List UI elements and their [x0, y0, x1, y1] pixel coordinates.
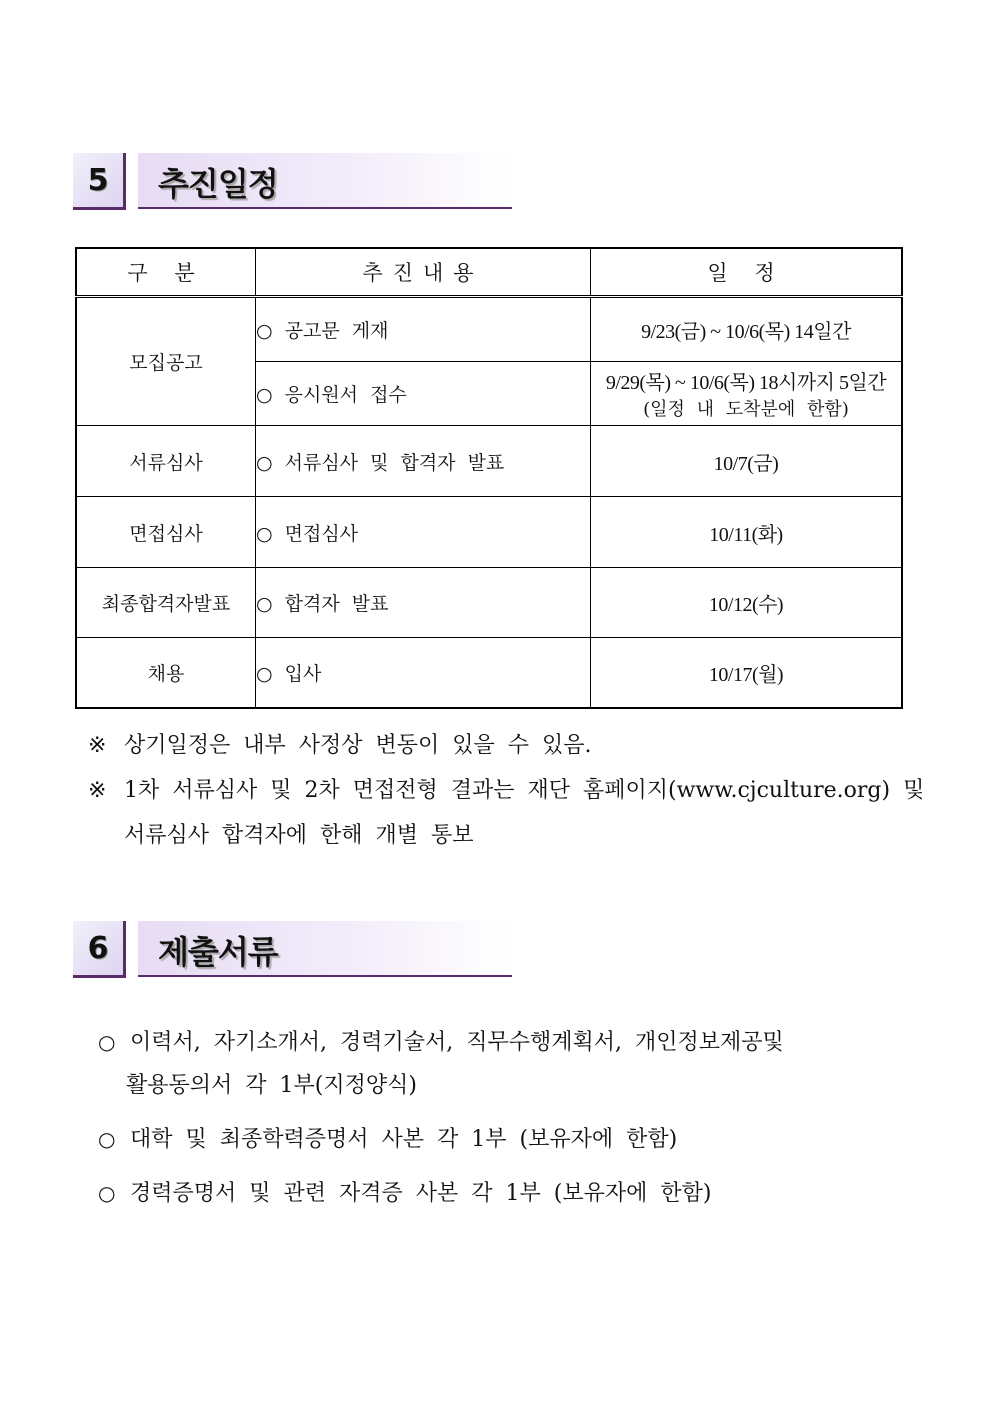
note-2	[88, 773, 928, 804]
category-cell: 채용	[76, 638, 256, 708]
table-row	[76, 568, 902, 638]
category-cell: 모집공고	[76, 297, 256, 426]
table-row	[76, 426, 902, 497]
date-main: 9/29(목) ~ 10/6(목) 18시까지 5일간	[605, 372, 887, 394]
list-item-text: 경력증명서 및 관련 자격증 사본 각 1부 (보유자에 한함)	[130, 1181, 712, 1206]
category-cell: 면접심사	[76, 497, 256, 568]
content-cell: ○ 공고문 게재	[256, 297, 591, 362]
date-cell: 10/17(월)	[591, 638, 903, 708]
section-title: 제출서류	[158, 933, 278, 971]
content-cell: ○ 서류심사 및 합격자 발표	[256, 426, 591, 497]
header-content: 추진내용	[256, 248, 591, 297]
list-item	[98, 1122, 926, 1153]
list-item	[98, 1176, 926, 1207]
date-cell: 10/7(금)	[591, 426, 903, 497]
list-item-continued: 활용동의서 각 1부(지정양식)	[126, 1073, 417, 1098]
content-cell: ○ 응시원서 접수	[256, 362, 591, 426]
table-header-row	[76, 248, 902, 297]
header-date: 일 정	[591, 248, 903, 297]
content-cell: ○ 면접심사	[256, 497, 591, 568]
note-text: 1차 서류심사 및 2차 면접전형 결과는 재단 홈페이지(www.cjculture.org) 및	[124, 778, 925, 803]
reference-mark-icon: ※	[88, 778, 107, 803]
schedule-table	[75, 247, 903, 709]
list-item-text: 이력서, 자기소개서, 경력기술서, 직무수행계획서, 개인정보제공및	[130, 1030, 784, 1055]
date-cell: 10/11(화)	[591, 497, 903, 568]
reference-mark-icon: ※	[88, 733, 107, 758]
date-cell: 9/23(금) ~ 10/6(목) 14일간	[591, 297, 903, 362]
note-1	[88, 728, 928, 759]
bullet-icon: ○	[98, 1181, 116, 1205]
date-cell: 10/12(수)	[591, 568, 903, 638]
bullet-icon: ○	[98, 1030, 116, 1054]
category-cell: 최종합격자발표	[76, 568, 256, 638]
section-title-bar	[138, 921, 512, 977]
content-cell: ○ 입사	[256, 638, 591, 708]
note-text: 상기일정은 내부 사정상 변동이 있을 수 있음.	[124, 733, 592, 758]
list-item-text: 대학 및 최종학력증명서 사본 각 1부 (보유자에 한함)	[130, 1127, 678, 1152]
date-cell	[591, 362, 903, 426]
section-number: 5	[73, 153, 126, 210]
date-note: (일정 내 도착분에 한함)	[643, 399, 849, 420]
content-cell: ○ 합격자 발표	[256, 568, 591, 638]
section-title-bar	[138, 153, 512, 209]
table-row	[76, 297, 902, 362]
table-row	[76, 497, 902, 568]
bullet-icon: ○	[98, 1127, 116, 1151]
table-row	[76, 638, 902, 708]
section-title: 추진일정	[158, 165, 278, 203]
note-2-continued: 서류심사 합격자에 한해 개별 통보	[124, 823, 474, 848]
category-cell: 서류심사	[76, 426, 256, 497]
section-number: 6	[73, 921, 126, 978]
header-category: 구 분	[76, 248, 256, 297]
list-item	[98, 1025, 926, 1056]
